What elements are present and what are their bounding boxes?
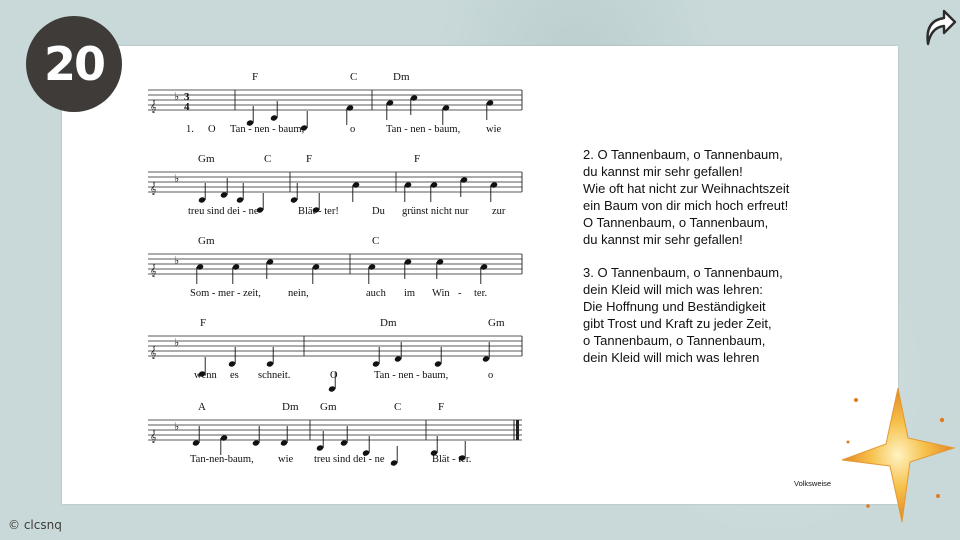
notes (192, 94, 498, 466)
verse-3: 3. O Tannenbaum, o Tannenbaum, dein Kleid will mich was lehren: Die Hoffnung und Beständigkeit gibt Trost und Kraft zu jeder Zeit, o Tannenbaum, o Tannenbaum, dein Kleid will mich was lehren (583, 265, 783, 365)
lyric-text: wie (486, 124, 502, 135)
lyric-text: nein, (288, 288, 309, 299)
chord-symbol: C (394, 401, 402, 413)
lyric-text: o (488, 370, 494, 381)
chord-symbol: Dm (380, 317, 397, 329)
lyric-text: grünst nicht nur (402, 206, 469, 217)
flat-icon: ♭ (174, 91, 180, 103)
time-signature-top: 3 (184, 91, 190, 103)
chord-symbol: F (438, 401, 445, 413)
slide-number: 20 (43, 37, 104, 91)
lyric-text: auch (366, 288, 386, 299)
lyric-text: ter. (474, 288, 488, 299)
lyric-text: - (458, 288, 462, 299)
flat-icon: ♭ (174, 173, 180, 185)
lyric-text: 1. (186, 124, 194, 135)
lyric-text: es (230, 370, 239, 381)
sheet-music (140, 60, 540, 480)
lyric-text: schneit. (258, 370, 291, 381)
chord-symbol: F (414, 153, 421, 165)
chord-symbol: Gm (488, 317, 505, 329)
verse-2: 2. O Tannenbaum, o Tannenbaum, du kannst mir sehr gefallen! Wie oft hat nicht zur Weihnachtszeit ein Baum von dir mich hoch erfreut! O Tannenbaum, o Tannenbaum, du kannst mir sehr gefallen! (583, 147, 790, 247)
lyric-text: zur (492, 206, 506, 217)
composer-credit: Volksweise (794, 479, 832, 488)
chord-symbol: Gm (198, 235, 215, 247)
chord-symbol: A (198, 401, 206, 413)
lyric-text: Som - mer - zeit, (190, 288, 261, 299)
lyric-text: O (330, 370, 338, 381)
copyright-text: © clcsnq (8, 518, 62, 532)
slide-number-badge (26, 16, 122, 112)
flat-icon: ♭ (174, 421, 180, 433)
lyric-text: Tan - nen - baum, (230, 124, 305, 135)
chord-symbol: Dm (282, 401, 299, 413)
lyric-text: wie (278, 454, 294, 465)
treble-clef-icon: 𝄞 (150, 347, 157, 359)
lyric-text: im (404, 288, 416, 299)
chord-symbol: F (252, 71, 259, 83)
lyric-text: treu sind dei - ne (314, 454, 385, 465)
lyric-text: Blät - ter! (298, 206, 339, 217)
verses-block (583, 146, 833, 382)
chord-symbol: C (350, 71, 358, 83)
chord-symbol: Gm (198, 153, 215, 165)
lyric-text: Du (372, 206, 385, 217)
treble-clef-icon: 𝄞 (150, 101, 157, 113)
lyric-text: Tan - nen - baum, (386, 124, 461, 135)
lyric-text: O (208, 124, 216, 135)
lyric-text: Tan - nen - baum, (374, 370, 449, 381)
flat-icon: ♭ (174, 255, 180, 267)
lyric-text: treu sind dei - ne (188, 206, 259, 217)
lyric-text: Blät - ter. (432, 454, 472, 465)
flat-icon: ♭ (174, 337, 180, 349)
lyric-text: Tan-nen-baum, (190, 454, 254, 465)
treble-clef-icon: 𝄞 (150, 265, 157, 277)
staves (148, 90, 522, 443)
final-barline (516, 420, 519, 440)
treble-clef-icon: 𝄞 (150, 431, 157, 443)
lyric-text: Win (432, 288, 450, 299)
next-arrow-icon[interactable] (920, 6, 958, 48)
lyric-text: o (350, 124, 356, 135)
lyric-text: wenn (194, 370, 217, 381)
chord-symbol: Gm (320, 401, 337, 413)
treble-clef-icon: 𝄞 (150, 183, 157, 195)
chord-symbol: F (200, 317, 207, 329)
star-decoration-icon (838, 386, 958, 526)
time-signature-bottom: 4 (184, 101, 190, 113)
chord-symbol: C (372, 235, 380, 247)
chord-symbol: C (264, 153, 272, 165)
chord-symbol: F (306, 153, 313, 165)
chord-symbol: Dm (393, 71, 410, 83)
